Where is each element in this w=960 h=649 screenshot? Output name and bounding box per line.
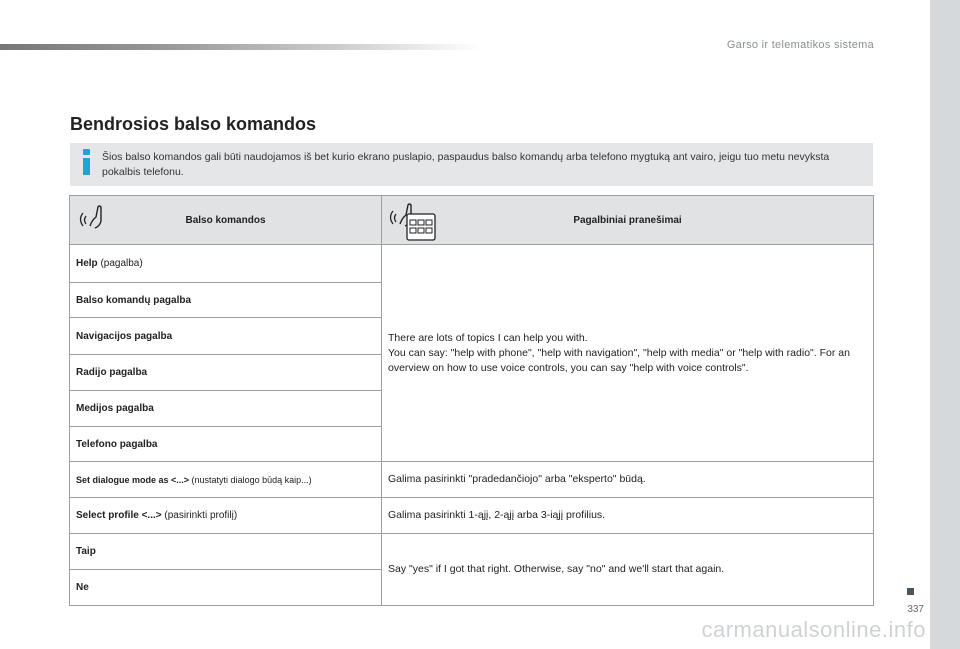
command-yes: Taip <box>70 534 382 570</box>
command-phone-help: Telefono pagalba <box>70 427 382 462</box>
page-number: 337 <box>907 604 924 615</box>
watermark: carmanualsonline.info <box>701 617 926 642</box>
command-media-help: Medijos pagalba <box>70 391 382 427</box>
help-message: There are lots of topics I can help you with. You can say: "help with phone", "help with navigation", "help with media" or "help with radio". For an overview on how to use voice controls, you can say "help with voice controls". <box>388 331 850 374</box>
voice-command-icon <box>78 202 112 236</box>
voice-message-screen-icon <box>390 202 438 242</box>
page-marker <box>907 588 914 595</box>
table-row <box>70 245 874 283</box>
info-icon <box>82 149 91 175</box>
command-navigation-help: Navigacijos pagalba <box>70 318 382 355</box>
command-voice-help: Balso komandų pagalba <box>70 283 382 318</box>
yes-no-message: Say "yes" if I got that right. Otherwise, say "no" and we'll start that again. <box>382 534 874 606</box>
column-header-commands <box>70 196 382 245</box>
voice-commands-table <box>69 195 874 606</box>
table-row <box>70 498 874 534</box>
table-row <box>70 462 874 498</box>
dialogue-mode-message: Galima pasirinkti "pradedančiojo" arba "eksperto" būdą. <box>382 462 874 498</box>
select-profile-message: Galima pasirinkti 1-ąjį, 2-ąjį arba 3-iąjį profilius. <box>382 498 874 534</box>
table-row <box>70 534 874 570</box>
command-help: Help (pagalba) <box>70 245 382 283</box>
header-gradient-bar <box>0 44 480 50</box>
command-no: Ne <box>70 570 382 606</box>
column-header-messages <box>382 196 874 245</box>
command-radio-help: Radijo pagalba <box>70 355 382 391</box>
page-title: Bendrosios balso komandos <box>70 114 317 134</box>
command-select-profile: Select profile <...> (pasirinkti profilį) <box>70 498 382 534</box>
section-header: Garso ir telematikos sistema <box>726 39 874 51</box>
column-header-commands-label: Balso komandos <box>185 214 266 226</box>
command-dialogue-mode: Set dialogue mode as <...> (nustatyti dialogo būdą kaip...) <box>70 462 382 498</box>
help-message-cell <box>382 245 874 462</box>
info-text: Šios balso komandos gali būti naudojamos iš bet kurio ekrano puslapio, paspaudus balso komandų arba telefono mygtuką ant vairo, jeigu tuo metu nevyksta pokalbis telefonu. <box>102 151 830 178</box>
info-box <box>70 143 873 186</box>
column-header-messages-label: Pagalbiniai pranešimai <box>573 214 682 226</box>
page-side-strip <box>930 0 960 649</box>
